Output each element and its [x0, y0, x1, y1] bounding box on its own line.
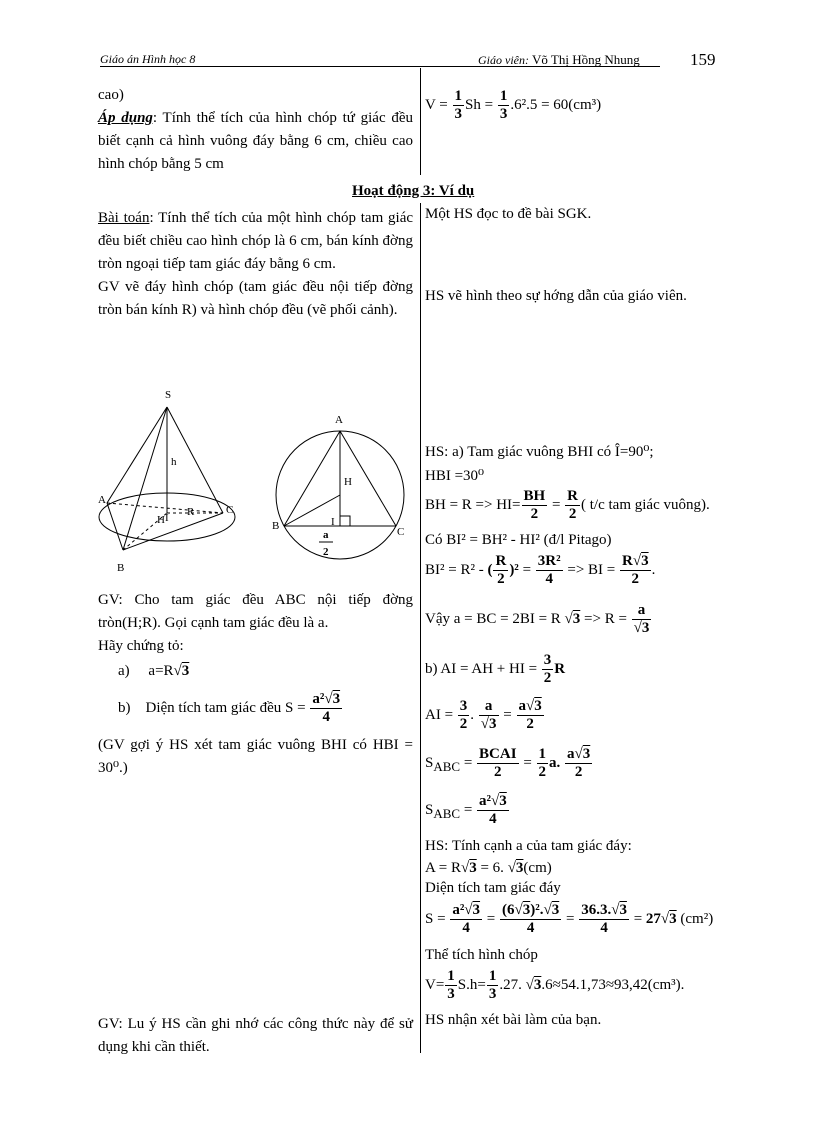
left-problem	[98, 207, 413, 322]
r8b: => R =	[584, 610, 627, 627]
frac-r2: $\frac{R}{2}$	[495, 553, 507, 587]
r12-sub: ABC	[433, 805, 461, 821]
bai-toan-paragraph	[98, 207, 413, 276]
frac-a2sqrt3-4: $\frac{\text{a²√3}}{4}$	[479, 793, 507, 827]
label-s: S	[165, 389, 172, 401]
frac-1-3c: $\frac{1}{3}$	[447, 968, 455, 1002]
label-b-circle: B	[272, 520, 280, 532]
cao-text: cao)	[98, 87, 124, 103]
header-rule	[100, 66, 660, 67]
hay-chung-to: Hãy chứng tỏ:	[98, 638, 184, 654]
label-i-circle: I	[331, 516, 335, 528]
label-a-pyr: A	[98, 494, 106, 506]
page-number: 159	[690, 50, 716, 69]
r5a: BH = R => HI=	[425, 496, 521, 513]
label-h-height: h	[171, 456, 177, 468]
label-h-circle: H	[344, 476, 352, 488]
r-line-5: BH = R => HI= $\frac{BH}{2}$ = $\frac{R}{2}$ ( t/c tam giác vuông).	[425, 488, 710, 522]
column-divider	[420, 203, 421, 1053]
r-line-17: Thể tích hình chóp	[425, 947, 538, 963]
r-line-19: HS nhận xét bài làm của bạn.	[425, 1012, 602, 1028]
gv-luu-y: GV: Lu ý HS cần ghi nhớ các công thức này để sử dụng khi cần thiết.	[98, 1016, 413, 1055]
r18d: .6≈54.1,73≈93,42(cm³).	[541, 976, 685, 993]
frac-3r2-4: $\frac{\text{3R²}}{4}$	[537, 553, 561, 587]
r-line-1: Một HS đọc to đề bài SGK.	[425, 206, 592, 222]
r7a: BI² = R² -	[425, 561, 484, 578]
sqrt3-a: √3	[173, 663, 190, 679]
frac-3-2b: $\frac{3}{2}$	[459, 698, 468, 732]
frac-bcai-2: $\frac{\text{BCAI}}{2}$	[479, 746, 517, 780]
frac-s2: $\frac{\text{(6√3)².√3}}{4}$	[502, 902, 560, 936]
label-a-circle: A	[335, 414, 343, 426]
frac-1-2: $\frac{1}{2}$	[538, 746, 547, 780]
gv-cho-paragraph: GV: Cho tam giác đều ABC nội tiếp đờng tròn(H;R). Gọi cạnh tam giác đều là a.	[98, 592, 413, 631]
item-a-label: a)	[118, 663, 130, 679]
r10: AI =	[425, 706, 454, 723]
fraction-1-3b: $\frac{1}{3}$	[499, 88, 508, 122]
top-left-block	[98, 84, 413, 176]
r-line-3: HS: a) Tam giác vuông BHI có Î=90⁰;	[425, 444, 654, 460]
r5b: ( t/c tam giác vuông).	[581, 496, 710, 513]
header-course: Giáo án Hình học 8	[100, 52, 196, 66]
item-a-text: a=R	[148, 663, 174, 679]
pyramid-figure	[99, 407, 235, 550]
sqrt3-r14: √3	[460, 860, 477, 876]
label-b-pyr: B	[117, 562, 125, 574]
apdung-text: : Tính thể tích của hình chóp tứ giác đều biết cạnh cả hình vuông đáy bằng 6 cm, chiều cao hình chóp bằng 5 cm	[98, 110, 413, 172]
r18a: V=	[425, 976, 445, 993]
top-formula	[425, 88, 775, 123]
r-line-9: b) AI = AH + HI = $\frac{3}{2}$ R	[425, 652, 566, 686]
r-line-11: $S_{ABC}$ = $\frac{\text{BCAI}}{2}$ = $\frac{1}{2}$ a. $\frac{a√3}{2}$	[425, 746, 591, 780]
label-r: R	[187, 506, 195, 518]
left-task	[98, 589, 413, 780]
r8a: Vậy a = BC = 2BI = R	[425, 610, 561, 627]
item-b-text: Diện tích tam giác đều S =	[145, 699, 306, 716]
r-line-10: AI = $\frac{3}{2}$ . $\frac{a}{√3}$ = $\frac{a√3}{2}$	[425, 698, 542, 732]
r-line-13: HS: Tính cạnh a của tam giác đáy:	[425, 838, 632, 854]
r18b: S.h=	[457, 976, 486, 993]
label-c-circle: C	[397, 526, 405, 538]
r-line-15: Diện tích tam giác đáy	[425, 880, 561, 896]
fraction-1-3: $\frac{1}{3}$	[454, 88, 463, 122]
r-line-12: $S_{ABC}$ = $\frac{\text{a²√3}}{4}$	[425, 793, 507, 827]
bai-toan-label: Bài toán	[98, 210, 150, 226]
frac-r-sqrt3-2: $\frac{R√3}{2}$	[622, 553, 649, 587]
r14a: A = R	[425, 860, 461, 876]
r-line-6: Có BI² = BH² - HI² (đ/l Pitago)	[425, 532, 612, 548]
r7b: => BI =	[567, 561, 616, 578]
r-line-4: HBI =30⁰	[425, 468, 485, 484]
r-line-8	[425, 602, 775, 637]
label-a-half-den: 2	[323, 546, 329, 558]
label-a-half-num: a	[323, 529, 329, 541]
r16b: (cm²)	[680, 910, 714, 927]
frac-bh-2: $\frac{BH}{2}$	[523, 488, 546, 522]
r-line-18	[425, 968, 775, 1003]
r18c: .27.	[499, 976, 522, 993]
sqrt3-r18: √3	[525, 976, 542, 993]
frac-a-sqrt3b: $\frac{a}{√3}$	[480, 698, 497, 732]
r-line-14	[425, 857, 775, 879]
frac-3-2: $\frac{3}{2}$	[543, 652, 552, 686]
column-divider-top	[420, 68, 421, 175]
r16a: S =	[425, 910, 446, 927]
r9: b) AI = AH + HI =	[425, 660, 538, 677]
gv-draw-paragraph: GV vẽ đáy hình chóp (tam giác đều nội tiếp đờng tròn bán kính R) và hình chóp đều (vẽ phối cảnh).	[98, 279, 413, 318]
frac-s3: $\frac{36.3.√3}{4}$	[581, 902, 627, 936]
teacher-label: Giáo viên:	[478, 53, 529, 67]
frac-1-3d: $\frac{1}{3}$	[488, 968, 497, 1002]
apdung-label: Áp dụng	[98, 110, 153, 126]
r-line-2: HS vẽ hình theo sự hớng dẫn của giáo viên.	[425, 288, 687, 304]
r12: S	[425, 801, 434, 818]
area-fraction: $\frac{\text{a²√3}}{4}$	[312, 691, 341, 725]
frac-asqrt3-2b: $\frac{a√3}{2}$	[567, 746, 591, 780]
sqrt3-r14b: √3	[507, 860, 524, 876]
pyramid-figures	[95, 385, 415, 580]
r14b: = 6.	[480, 860, 504, 876]
frac-a-sqrt3: $\frac{a}{√3}$	[633, 602, 650, 636]
frac-s1: $\frac{\text{a²√3}}{4}$	[452, 902, 481, 936]
r11-sub: ABC	[433, 758, 461, 774]
r11: S	[425, 754, 434, 771]
frac-asqrt3-2: $\frac{a√3}{2}$	[518, 698, 542, 732]
formula-mid: Sh =	[465, 96, 494, 113]
apdung-paragraph	[98, 107, 413, 176]
label-c-pyr: C	[226, 504, 234, 516]
r14c: (cm)	[523, 860, 552, 876]
item-b-label: b)	[118, 699, 131, 716]
label-h-pyr: H	[157, 514, 165, 526]
circle-figure	[276, 431, 404, 559]
section-title: Hoạt động 3: Ví dụ	[352, 183, 475, 199]
bai-toan-text: : Tính thể tích của một hình chóp tam giác đều biết chiều cao hình chóp là 6 cm, bán kính đờng tròn ngoại tiếp tam giác đáy bằng 6 cm.	[98, 210, 414, 272]
formula-tail: .6².5 = 60(cm³)	[510, 96, 602, 113]
sqrt3-r8: √3	[564, 610, 581, 627]
item-a	[98, 660, 413, 683]
r-line-7: BI² = R² - ( $\frac{R}{2}$ )² = $\frac{\text{3R²}}{4}$ => BI = $\frac{R√3}{2}$ .	[425, 553, 656, 587]
label-i-pyr: I	[165, 512, 169, 524]
item-b	[98, 691, 413, 726]
frac-r-2: $\frac{R}{2}$	[567, 488, 579, 522]
gv-goi-y: (GV gợi ý HS xét tam giác vuông BHI có HBI = 30⁰.)	[98, 737, 413, 776]
formula-prefix: V =	[425, 96, 448, 113]
r-line-16: S = $\frac{\text{a²√3}}{4}$ = $\frac{\text{(6√3)².√3}}{4}$ = $\frac{36.3.√3}{4}$ = 27√3 (cm²)	[425, 902, 714, 936]
teacher-name: Võ Thị Hồng Nhung	[532, 52, 640, 67]
